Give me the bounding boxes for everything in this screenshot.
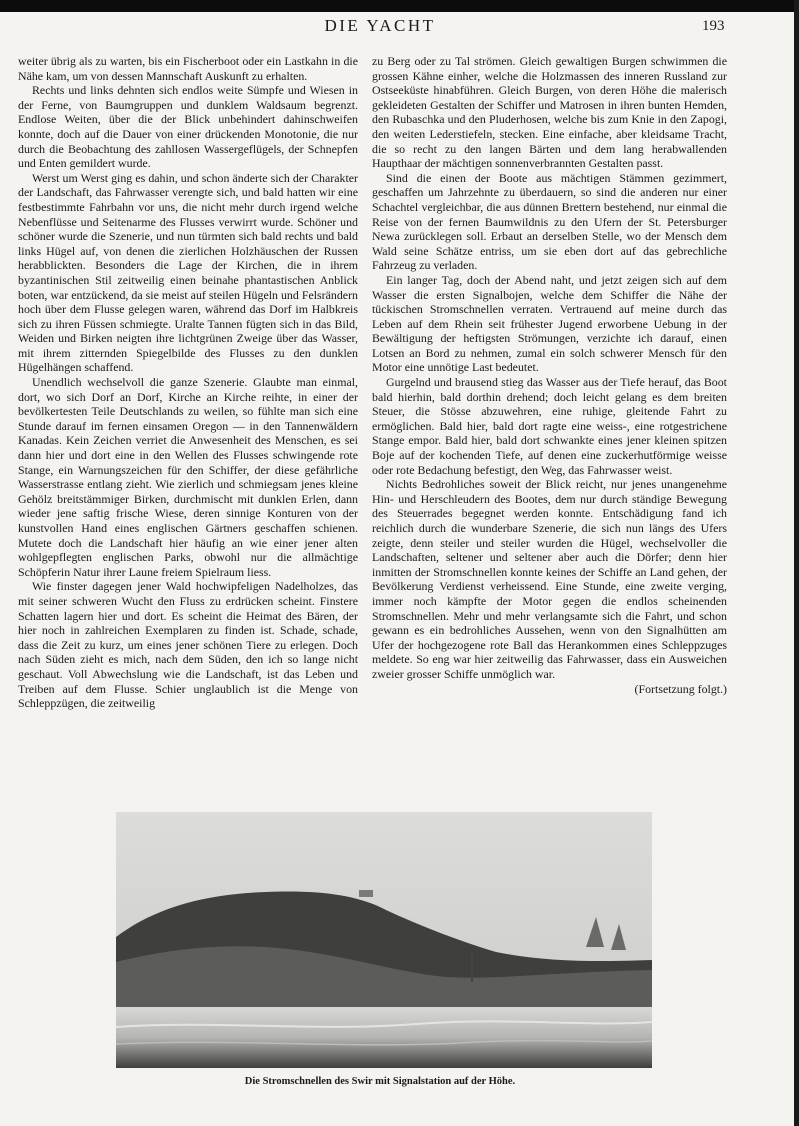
paragraph: Werst um Werst ging es dahin, und schon änderte sich der Charakter der Landschaft, das Fahrwasser verengte sich, und bald hatten wir eine festbestimmte Fahrbahn vor uns, die nicht mehr durch irgend welche Nebenflüsse und Seitenarme des Flusses verwirrt wurde. Schöner und schöner wurde die Szenerie, und nun türmten sich bald rechts und bald links Hügel auf, von denen die zierlichen Holzhäuschen der Russen herabblickten. Besonders die Lage der Kirchen, die in ihrem byzantinischen Stil zeitweilig einen beinahe phantastischen Anblick boten, war entzückend, da sie meist auf steilen Hügeln und Felsrändern hoch über dem Flusse gelegen waren, während das Dorf im Halbkreis sich zu ihren Füssen schmiegte. Uralte Tannen fügten sich in das Bild, Weiden und Birken neigten ihre lichtgrünen Zweige über das Wasser, mit ihrem zitternden Spiegelbilde des Flusses zu den dunklen Hügelhängen schaffend. [18,170,358,375]
right-column [372,54,727,696]
paragraph: Sind die einen der Boote aus mächtigen Stämmen gezimmert, geschaffen um Jahrzehnte zu überdauern, so sind die anderen nur einer Schachtel vergleichbar, die aus dünnen Brettern bestehend, nur einmal die Reise von der fernen Baumwildnis zu den Ufern der St. Petersburger Newa zurücklegen soll. Erbaut an derselben Stelle, wo der Mensch dem Wald seine Schätze entriss, um sie eben dort auf das gebrechliche Fahrzeug zu verladen. [372,170,727,273]
paragraph: Gurgelnd und brausend stieg das Wasser aus der Tiefe herauf, das Boot bald hierhin, bald dorthin drehend; doch leicht gelang es dem breiten Steuer, die Stösse abzuwehren, eine ruhige, gleitende Fahrt zu ermöglichen. Bald hier, bald dort ragte eine weiss-, eine rotgestrichene Stange empor. Bald hier, bald dort schwankte eines jener kleinen spitzen Boje auf der kochenden Tiefe, auf denen eine zuckerhutförmige weisse oder rote Bedachung befestigt, den Weg, das Fahrwasser weist. [372,375,727,477]
paragraph: Ein langer Tag, doch der Abend naht, und jetzt zeigen sich auf dem Wasser die ersten Signalbojen, welche dem Schiffer die Nähe der tückischen Stromschnellen verraten. Vertrauend auf meine durch das Leben auf dem Rhein seit frühester Jugend erworbene Uebung in der Bewältigung der heftigsten Strömungen, verzichte ich darauf, einen Lotsen an Bord zu nehmen, zumal ein solch schwerer Mensch für den Motor eine unnötige Last bedeutet. [372,272,727,375]
magazine-title: DIE YACHT [324,16,436,35]
photo-illustration [116,812,652,1068]
river-rapids-photo [116,812,652,1068]
paragraph: Rechts und links dehnten sich endlos weite Sümpfe und Wiesen in der Ferne, von Baumgruppen und dunklem Waldsaum begrenzt. Endlose Weiten, über die der Blick unbehindert dahinschweifen konnte, doch auf die Dauer von einer drückenden Monotonie, die nur durch die Beobachtung des zahllosen Wassergeflügels, der Schnepfen und Enten gemildert wurde. [18,83,358,171]
left-column [18,54,358,711]
right-border [794,0,799,1126]
continuation-note: (Fortsetzung folgt.) [634,681,727,696]
paragraph: Unendlich wechselvoll die ganze Szenerie. Glaubte man einmal, dort, wo sich Dorf an Dorf, Kirche an Kirche reihte, in einer der bevölkertesten Teile Deutschlands zu weilen, so fühlte man sich eine Stunde darauf im fernen einsamen Oregon — in den Tannenwäldern Kanadas. Kein Zeichen verriet die Anwesenheit des Menschen, es sei dann hier und dort eine in den Wellen des Flusses schwingende rote Stange, ein Warnungszeichen für den Schiffer, der diese gefährliche Wasserstrasse entlang zieht. Wie zierlich und schmiegsam jenes kleine Gehölz breitstämmiger Birken, durchmischt mit dunklen Erlen, dann wieder jene saftig frische Wiese, deren sinnige Konturen von der kunstvollen Hand eines englischen Gärtners geschaffen schienen. Mutete doch die Landschaft hier häufig an wie einer jener alten wohlgepflegten englischen Parks, obwohl nur die allmächtige Schöpferin Natur ihrer Laune freiem Spielraum liess. [18,375,358,579]
top-border [0,0,799,12]
paragraph: Wie finster dagegen jener Wald hochwipfeligen Nadelholzes, das mit seiner schweren Wucht den Fluss zu erdrücken scheint. Finstere Schatten lagern hier und dort. Es scheint die Heimat des Bären, der hier noch in zahlreichen Exemplaren zu finden ist. Schade, schade, dass die Zeit zu kurz, um eines jener schönen Tiere zu erlegen. Doch nach Süden zieht es mich, nach dem Süden, den ich so lange nicht geschaut. Voll Abwechslung wie die Landschaft, ist das Leben und Treiben auf dem Flusse. Schier unglaublich ist die Menge von Schleppzügen, die zeitweilig [18,579,358,711]
paragraph: weiter übrig als zu warten, bis ein Fischerboot oder ein Lastkahn in die Nähe kam, um von dessen Mannschaft Auskunft zu erhalten. [18,54,358,83]
paragraph: Nichts Bedrohliches soweit der Blick reicht, nur jenes unangenehme Hin- und Herschleudern des Bootes, dem nur durch ständige Bewegung des Steuerrades begegnet werden konnte. Entschädigung fand ich reichlich durch die wunderbare Szenerie, die sich nun längs des Ufers zeigte, denn steiler und steiler wurden die Hügel, wechselvoller die Landschaften, seltener und seltener aber auch die Dörfer; denn hier inmitten der Stromschnellen konnte keines der Schiffe an Land gehen, der Bevölkerung Verdienst verheissend. Eine Stunde, eine zweite verging, immer noch kämpfte der Motor gegen die endlos scheinenden Stromschnellen. Mehr und mehr verlangsamte sich die Fahrt, und schon gewann es ein bedrohliches Aussehen, wenn von den Signalhütten am Ufer der hochgezogene rote Ball das Herankommen eines Schleppzuges meldete. So eng war hier zeitweilig das Fahrwasser, dass ein Ausweichen zweier grosser Schiffe unmöglich war. [372,477,727,681]
photo-caption: Die Stromschnellen des Swir mit Signalstation auf der Höhe. [244,1076,516,1087]
page-number: 193 [702,18,725,34]
paragraph: zu Berg oder zu Tal strömen. Gleich gewaltigen Burgen schwimmen die grossen Kähne einher, welche die Holzmassen des inneren Russland zur Ostseeküste hinabführen. Gleich Burgen, von deren Höhe die malerisch gekleideten Gestalten der Schiffer und Matrosen in ihren bunten Hemden, den Rubaschka und den Pluderhosen, welche bis zum Knie in den Zapogi, den weiten Lederstiefeln, stecken. Eine einfache, aber kleidsame Tracht, die so recht zu den langen Bärten und dem lang herabwallenden Haupthaar der mächtigen sonnenverbrannten Gestalten passt. [372,54,727,171]
